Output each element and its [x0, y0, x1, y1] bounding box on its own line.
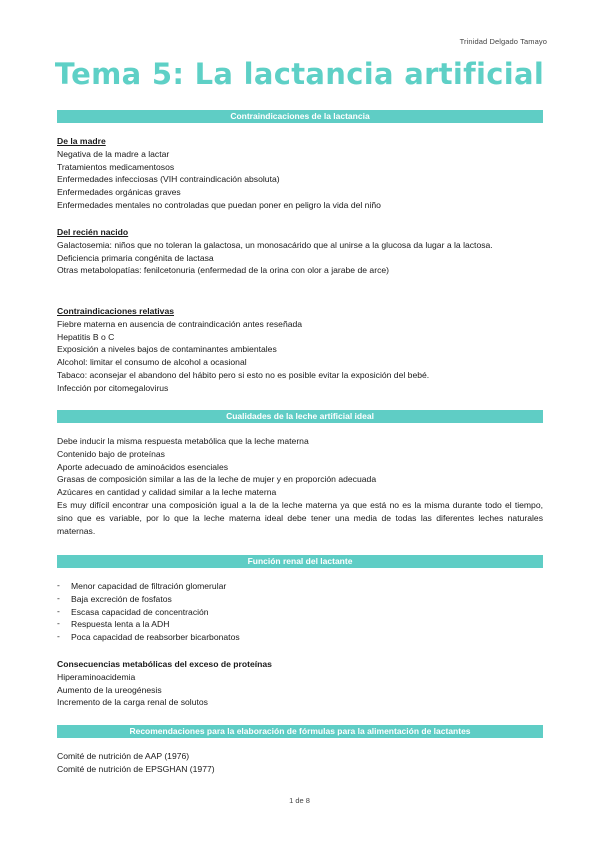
list-item: Azúcares en cantidad y calidad similar a la leche materna — [57, 487, 277, 498]
list-item: Comité de nutrición de AAP (1976) — [57, 751, 190, 761]
list-item: Hepatitis B o C — [57, 331, 115, 342]
list-item: Hiperaminoacidemia — [57, 671, 136, 682]
list-item: Aporte adecuado de aminoácidos esenciales — [57, 461, 229, 472]
section-banner-contraindicaciones: Contraindicaciones de la lactancia — [57, 110, 543, 123]
list-item: Fiebre materna en ausencia de contraindicación antes reseñada — [57, 318, 303, 329]
section-consecuencias — [57, 658, 543, 709]
section-madre — [57, 135, 543, 212]
list-item: Enfermedades orgánicas graves — [57, 187, 181, 198]
bullet-item: - Baja excreción de fosfatos — [57, 593, 543, 606]
list-item: Tratamientos medicamentosos — [57, 161, 175, 172]
list-item: Contenido bajo de proteínas — [57, 448, 165, 459]
subheading-recien-nacido: Del recién nacido — [57, 227, 129, 237]
list-item: Exposición a niveles bajos de contaminantes ambientales — [57, 344, 277, 355]
list-item: Debe inducir la misma respuesta metabólica que la leche materna — [57, 436, 309, 446]
section-banner-recomendaciones: Recomendaciones para la elaboración de fórmulas para la alimentación de lactantes — [57, 725, 543, 738]
list-item: Alcohol: limitar el consumo de alcohol a ocasional — [57, 357, 247, 368]
bullet-item: - Poca capacidad de reabsorber bicarbonatos — [57, 631, 543, 644]
subheading-madre: De la madre — [57, 136, 106, 146]
section-banner-funcion-renal: Función renal del lactante — [57, 555, 543, 568]
list-item: Aumento de la ureogénesis — [57, 684, 162, 695]
list-item: Comité de nutrición de EPSGHAN (1977) — [57, 763, 215, 774]
page-title: Tema 5: La lactancia artificial — [54, 57, 545, 91]
list-item: Enfermedades infecciosas (VIH contraindicación absoluta) — [57, 174, 280, 185]
subheading-consecuencias: Consecuencias metabólicas del exceso de proteínas — [57, 659, 272, 669]
list-item: Negativa de la madre a lactar — [57, 148, 170, 159]
list-item: Deficiencia primaria congénita de lactasa — [57, 252, 214, 263]
bullet-item: - Menor capacidad de filtración glomerular — [57, 580, 543, 593]
section-banner-cualidades: Cualidades de la leche artificial ideal — [57, 410, 543, 423]
page-number: 1 de 8 — [289, 796, 310, 805]
section-cualidades — [57, 435, 543, 537]
list-item: Infección por citomegalovirus — [57, 382, 169, 393]
section-recomendaciones — [57, 750, 543, 776]
bullet-item: - Escasa capacidad de concentración — [57, 606, 543, 619]
subheading-relativas: Contraindicaciones relativas — [57, 306, 175, 316]
list-item: Enfermedades mentales no controladas que puedan poner en peligro la vida del niño — [57, 199, 381, 210]
bullet-item: - Respuesta lenta a la ADH — [57, 618, 543, 631]
list-item: Otras metabolopatías: fenilcetonuria (enfermedad de la orina con olor a jarabe de arce) — [57, 265, 390, 276]
section-recien-nacido — [57, 226, 543, 277]
author-name: Trinidad Delgado Tamayo — [459, 37, 547, 46]
list-item: Incremento de la carga renal de solutos — [57, 697, 208, 708]
section-renal-bullets — [57, 580, 543, 644]
paragraph: Es muy difícil encontrar una composición igual a la de la leche materna ya que está no es la misma durante todo el tiempo, sino que es variable, por lo que la leche materna ideal debe tener una media de todas las diferentes leches naturales maternas. — [57, 499, 543, 536]
list-item: Galactosemia: niños que no toleran la galactosa, un monosacárido que al unirse a la glucosa da lugar a la lactosa. — [57, 239, 493, 250]
list-item: Grasas de composición similar a las de la leche de mujer y en proporción adecuada — [57, 474, 377, 485]
section-relativas — [57, 305, 543, 395]
list-item: Tabaco: aconsejar el abandono del hábito pero si esto no es posible evitar la exposición del bebé. — [57, 369, 430, 380]
